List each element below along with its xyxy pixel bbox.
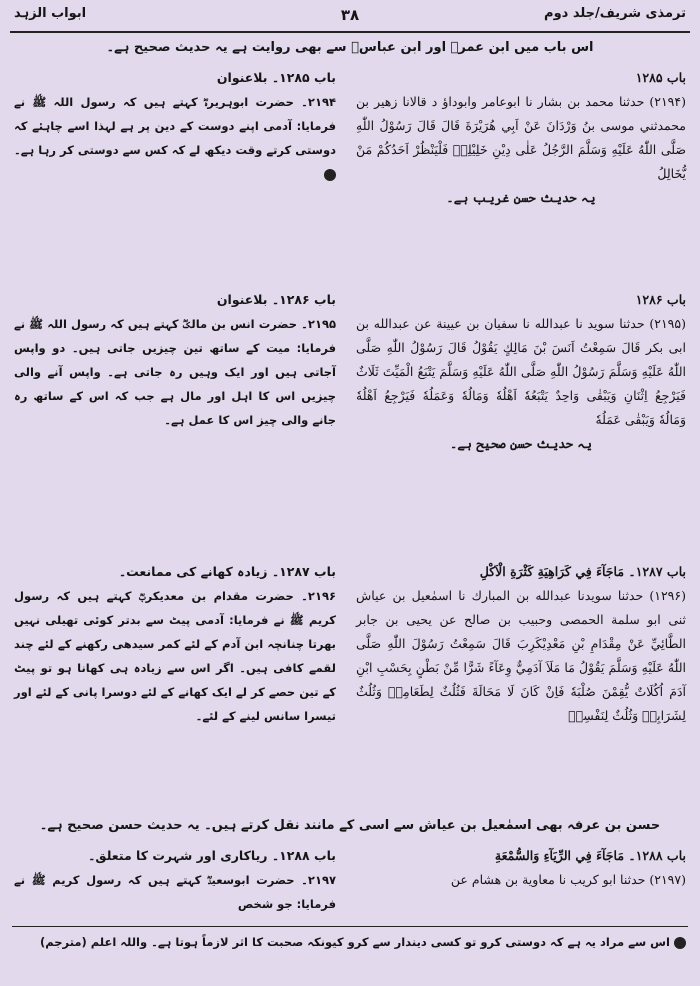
- chain-note: حسن بن عرفہ بھی اسمٰعیل بن عیاش سے اسی کے مانند نقل کرتے ہیں۔ یہ حدیث حسن صحیح ہے۔: [39, 818, 661, 833]
- running-header: [14, 4, 686, 30]
- arabic-chapter-heading: باب ۱۲۸۷۔ مَاجَآءَ فِي كَرَاهِيَةِ كَثْرَةِ الْاَكْلِ: [479, 564, 686, 579]
- footnote-text: اس سے مراد یہ ہے کہ دوستی کرو تو کسی دیندار سے کرو کیونکہ صحبت کا اثر لازماً ہوتا ہے۔ واللہ اعلم (مترجم): [40, 935, 670, 949]
- top-note: اس باب میں ابن عمرؓ اور ابن عباسؓ سے بھی روایت ہے یہ حدیث صحیح ہے۔: [106, 40, 594, 55]
- urdu-translation-text: ۲۱۹۷۔ حضرت ابوسعیدؓ کہتے ہیں کہ رسول کریم ﷺ نے فرمایا: جو شخص: [14, 873, 336, 911]
- header-rule: [10, 31, 690, 33]
- hadith-grading-note: یہ حدیث حسن غریب ہے۔: [446, 190, 596, 205]
- hadith-grading-note: یہ حدیث حسن صحیح ہے۔: [450, 436, 592, 451]
- footnote-marker-icon: [324, 169, 336, 181]
- arabic-column-section-4: [356, 844, 686, 892]
- footnote: [14, 932, 686, 952]
- urdu-column-section-4: [14, 844, 336, 916]
- urdu-chapter-heading: باب ۱۲۸۵۔ بلاعنوان: [216, 70, 336, 85]
- arabic-hadith-text: (۲۱۹۷) حدثنا ابو كريب نا معاوية بن هشام عن: [450, 872, 686, 887]
- arabic-hadith-text: (۱۲۹۶) حدثنا سويدنا عبدالله بن المبارك نا اسمٰعيل بن عياش ثنى ابو سلمة الحمصى وحبيب بن صالح عن يحيى بن جابر الطَّائِيِّ عَنْ مِقْدَامِ بْنِ مَعْدِيْكَرِبَ قَالَ سَمِعْتُ رَسُوْلَ اللّٰهِ صَلَّى اللّٰهُ عَلَيْهِ وَسَلَّمَ يَقُوْلُ مَا مَلَاَ آدَمِيٌّ وِعَآءً شَرًّا مِّنْ بَطْنٍ بِحَسْبِ ابْنِ آدَمَ اُكُلَاتٌ يُّقِمْنَ صُلْبَهٗ فَاِنْ كَانَ لَا مَحَالَةَ فَثُلُثٌ لِطَعَامِهٖ وَثُلُثٌ لِشَرَابِهٖ وَثُلُثٌ لِنَفْسِهٖ: [356, 588, 686, 723]
- urdu-translation-text: ۲۱۹۵۔ حضرت انس بن مالکؓ کہتے ہیں کہ رسول اللہ ﷺ نے فرمایا: میت کے ساتھ تین چیزیں جاتی ہیں۔ دو واپس آجاتی ہیں اور ایک وہیں رہ جاتی ہے۔ واپس آنے والی چیزیں اس کا اہل اور مال ہے جب کہ اس کے ساتھ رہ جانے والی چیز اس کا عمل ہے۔: [14, 317, 336, 427]
- header-chapter-title: ابواب الزہد: [14, 6, 87, 21]
- header-book-title: ترمذی شریف/جلد دوم: [544, 6, 686, 21]
- arabic-hadith-text: (۲۱۹۵) حدثنا سويد نا عبدالله نا سفيان بن عيينة عن عبدالله بن ابى بكر قَالَ سَمِعْتُ اَنَسَ بْنَ مَالِكٍ يَقُوْلُ قَالَ رَسُوْلُ اللّٰهِ صَلَّى اللّٰهُ عَلَيْهِ وَسَلَّمَ رَسُوْلُ اللّٰهِ صَلَّى اللّٰهُ عَلَيْهِ وَسَلَّمَ يَتْبَعُ الْمَيِّتَ ثَلَاثٌ فَيَرْجِعُ اِثْنَانِ وَيَبْقٰى وَاحِدٌ يَتْبَعُهٗ اَهْلُهٗ وَمَالُهٗ وَعَمَلُهٗ فَيَرْجِعُ اَهْلُهٗ وَمَالُهٗ وَيَبْقٰى عَمَلُهٗ: [356, 316, 686, 427]
- footnote-marker-icon: [674, 937, 686, 949]
- footnote-rule: [12, 926, 688, 927]
- urdu-chapter-heading: باب ۱۲۸۶۔ بلاعنوان: [216, 292, 336, 307]
- arabic-chapter-heading: باب ۱۲۸۵: [635, 70, 686, 85]
- arabic-chapter-heading: باب ۱۲۸۶: [635, 292, 686, 307]
- urdu-chapter-heading: باب ۱۲۸۷۔ زیادہ کھانے کی ممانعت۔: [118, 564, 336, 579]
- urdu-translation-text: ۲۱۹۶۔ حضرت مقدام بن معدیکربؓ کہتے ہیں کہ رسول کریم ﷺ نے فرمایا: آدمی پیٹ سے بدتر کوئی تھیلی نہیں بھرتا چنانچہ ابن آدم کے لئے کمر سیدھی رکھنے کے لئے چند لقمے کافی ہیں۔ اگر اس سے زیادہ ہی کھانا ہو تو پیٹ کے تین حصے کر لے ایک کھانے کے لئے دوسرا پانی کے لئے اور تیسرا سانس لینے کے لئے۔: [14, 589, 336, 723]
- urdu-column-section-1: [14, 66, 336, 186]
- arabic-column-section-2: [356, 288, 686, 456]
- arabic-column-section-1: [356, 66, 686, 210]
- urdu-column-section-2: [14, 288, 336, 432]
- urdu-column-section-3: [14, 560, 336, 728]
- arabic-hadith-text: (۲۱۹۴) حدثنا محمد بن بشار نا ابوعامر وابوداؤ د قالانا زهير بن محمدثني موسى بنُ وَرْدَانَ عَنْ اَبِي هُرَيْرَةَ قَالَ قَالَ رَسُوْلُ اللّٰهِ صَلَّى اللّٰهُ عَلَيْهِ وَسَلَّمَ الرَّجُلُ عَلٰى دِيْنِ خَلِيْلِهٖ فَلْيَنْظُرْ اَحَدُكُمْ مَنْ يُّخَالِلُ: [356, 94, 686, 181]
- arabic-column-section-3: [356, 560, 686, 728]
- page-number: ۳۸: [340, 6, 360, 24]
- urdu-chapter-heading: باب ۱۲۸۸۔ ریاکاری اور شہرت کا متعلق۔: [88, 848, 336, 863]
- arabic-chapter-heading: باب ۱۲۸۸۔ مَاجَآءَ فِي الرِّيَآءِ وَالسُّمْعَةِ: [494, 848, 686, 863]
- urdu-translation-text: ۲۱۹۴۔ حضرت ابوہریرہؓ کہتے ہیں کہ رسول اللہ ﷺ نے فرمایا: آدمی اپنے دوست کے دین پر ہے لہذا اسے چاہئے کہ دوستی کرتے وقت دیکھ لے کہ کس سے دوستی کر رہا ہے۔: [14, 90, 336, 186]
